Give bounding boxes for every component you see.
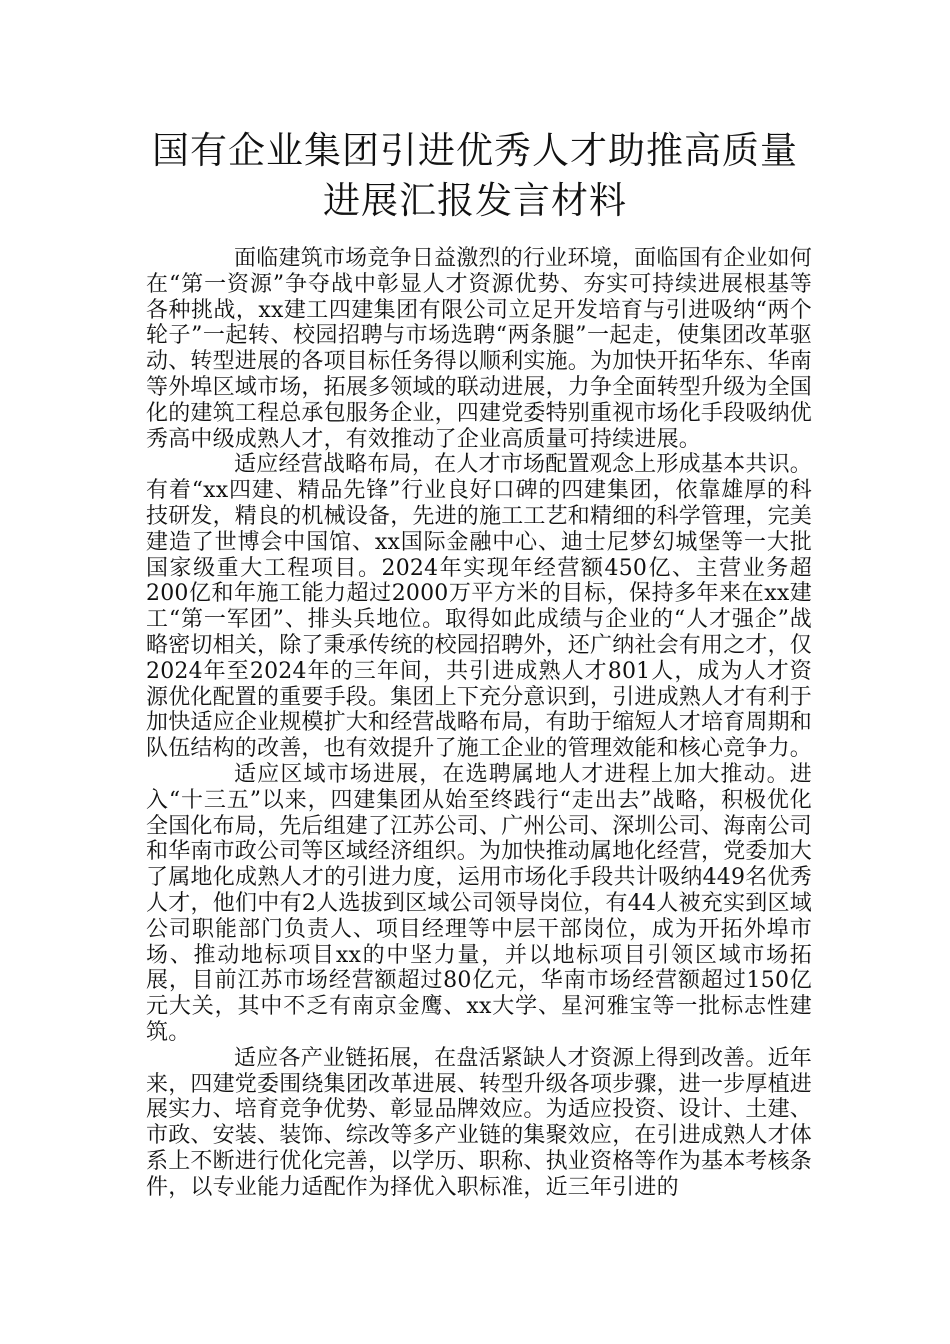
document-body — [146, 246, 812, 1200]
paragraph-intro: 面临建筑市场竞争日益激烈的行业环境，面临国有企业如何在“第一资源”争夺战中彰显人才资源优势、夯实可持续进展根基等各种挑战，xx建工四建集团有限公司立足开发培育与引进吸纳“两个轮子”一起转、校园招聘与市场选聘“两条腿”一起走，使集团改革驱动、转型进展的各项目标任务得以顺利实施。为加快开拓华东、华南等外埠区域市场，拓展多领域的联动进展，力争全面转型升级为全国化的建筑工程总承包服务企业，四建党委特别重视市场化手段吸纳优秀高中级成熟人才，有效推动了企业高质量可持续进展。 — [146, 246, 813, 452]
paragraph-regional-market: 适应区域市场进展，在选聘属地人才进程上加大推动。进入“十三五”以来，四建集团从始至终践行“走出去”战略，积极优化全国化布局，先后组建了江苏公司、广州公司、深圳公司、海南公司和华南市政公司等区域经济组织。为加快推动属地化经营，党委加大了属地化成熟人才的引进力度，运用市场化手段共计吸纳449名优秀人才，他们中有2人选拔到区域公司领导岗位，有44人被充实到区域公司职能部门负责人、项目经理等中层干部岗位，成为开拓外埠市场、推动地标项目xx的中坚力量，并以地标项目引领区域市场拓展，目前江苏市场经营额超过80亿元，华南市场经营额超过150亿元大关，其中不乏有南京金鹰、xx大学、星河雅宝等一批标志性建筑。 — [146, 761, 813, 1045]
paragraph-business-strategy: 适应经营战略布局，在人才市场配置观念上形成基本共识。有着“xx四建、精品先锋”行业良好口碑的四建集团，依靠雄厚的科技研发，精良的机械设备，先进的施工工艺和精细的科学管理，完美建造了世博会中国馆、xx国际金融中心、迪士尼梦幻城堡等一大批国家级重大工程项目。2024年实现年经营额450亿、主营业务超200亿和年施工能力超过2000万平方米的目标，保持多年来在xx建工“第一军团”、排头兵地位。取得如此成绩与企业的“人才强企”战略密切相关，除了秉承传统的校园招聘外，还广纳社会有用之才，仅2024年至2024年的三年间，共引进成熟人才801人，成为人才资源优化配置的重要手段。集团上下充分意识到，引进成熟人才有利于加快适应企业规模扩大和经营战略布局，有助于缩短人才培育周期和队伍结构的改善，也有效提升了施工企业的管理效能和核心竞争力。 — [146, 452, 813, 762]
paragraph-industry-chain: 适应各产业链拓展，在盘活紧缺人才资源上得到改善。近年来，四建党委围绕集团改革进展、转型升级各项步骤，进一步厚植进展实力、培育竞争优势、彰显品牌效应。为适应投资、设计、土建、市政、安装、装饰、综改等多产业链的集聚效应，在引进成熟人才体系上不断进行优化完善，以学历、职称、执业资格等作为基本考核条件，以专业能力适配作为择优入职标准，近三年引进的 — [146, 1045, 813, 1200]
document-title: 国有企业集团引进优秀人才助推高质量进展汇报发言材料 — [152, 129, 798, 222]
